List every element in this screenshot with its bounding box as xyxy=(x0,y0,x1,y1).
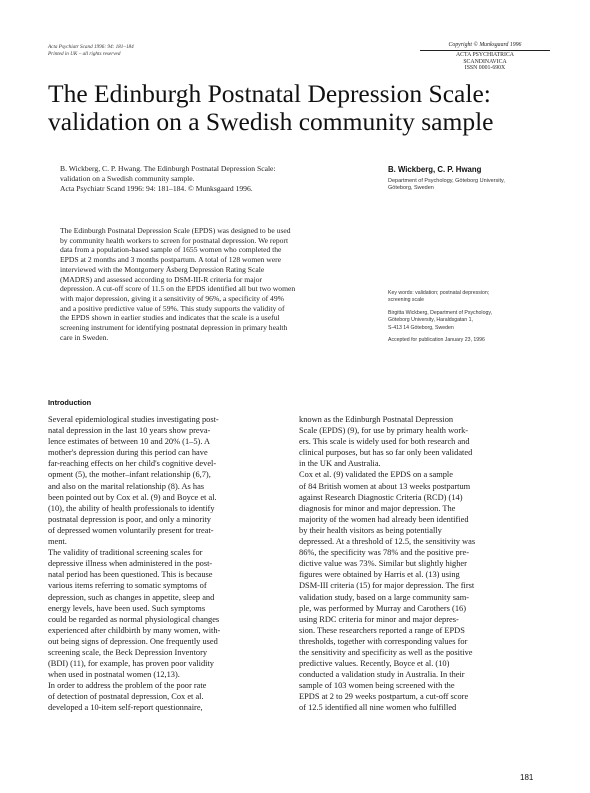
abstract xyxy=(60,226,376,342)
keywords-line-2: screening scale xyxy=(388,297,425,304)
body-line: developed a 10-item self-report questionnaire, xyxy=(48,703,203,713)
body-line: validation study, based on a large community sam- xyxy=(299,592,470,602)
body-line: against Research Diagnostic Criteria (RCD) (14) xyxy=(299,492,463,502)
abstract-line: with major depression, giving it a sensitivity of 96%, a specificity of 49% xyxy=(60,293,284,303)
issn-line: ISSN 0001-690X xyxy=(464,65,506,72)
body-line: far-reaching effects on her child's cognitive devel- xyxy=(48,459,217,469)
affiliation-line-2: Göteborg, Sweden xyxy=(388,185,434,192)
keywords-line-1: Key words: validation; postnatal depression; xyxy=(388,290,490,296)
body-line: EPDS at 2 to 29 weeks postpartum, a cut-off score xyxy=(299,692,469,702)
abstract-line: by community health workers to screen for postnatal depression. We report xyxy=(60,235,289,245)
body-line: ment. xyxy=(48,537,67,547)
article-title xyxy=(48,80,548,136)
correspondence-line-2: Göteborg University, Haraldsgatan 1, xyxy=(388,317,473,324)
body-line: natal period has been questioned. This is because xyxy=(48,570,213,580)
body-line: of depressed women voluntarily present for treat- xyxy=(48,525,214,535)
page-number: 181 xyxy=(520,773,534,782)
body-line: using RDC criteria for minor and major depres- xyxy=(299,614,459,624)
body-line: postnatal depression is poor, and only a minority xyxy=(48,514,211,524)
body-line: the sensitivity and specificity as well as the positive xyxy=(299,647,473,657)
journal-header-left xyxy=(48,44,248,58)
body-line: various items referring to somatic symptoms of xyxy=(48,581,207,591)
body-line: experienced after childbirth by many women, with- xyxy=(48,625,221,635)
body-line: depressed. At a threshold of 12.5, the sensitivity was xyxy=(299,537,476,547)
body-line: (BDI) (11), for example, has proven poor validity xyxy=(48,659,214,669)
header-rule xyxy=(420,50,550,51)
journal-citation-line: Acta Psychiatr Scand 1996: 94: 181–184 xyxy=(48,44,134,50)
abstract-line: screening instrument for identifying postnatal depression in primary health xyxy=(60,323,288,333)
side-notes xyxy=(388,290,548,344)
body-line: opment (5), the mother–infant relationship (6,7), xyxy=(48,470,211,480)
body-line: ple, was performed by Murray and Carothers (16) xyxy=(299,603,466,613)
abstract-line: care in Sweden. xyxy=(60,332,109,342)
author-names: B. Wickberg, C. P. Hwang xyxy=(388,165,482,174)
correspondence-line-3: S-413 14 Göteborg, Sweden xyxy=(388,324,454,331)
affiliation-line-1: Department of Psychology, Göteborg University, xyxy=(388,178,505,184)
citation-line-3: Acta Psychiatr Scand 1996: 94: 181–184. © Munksgaard 1996. xyxy=(60,184,253,193)
title-line-1: The Edinburgh Postnatal Depression Scale: xyxy=(48,79,491,108)
body-line: could be regarded as normal physiological changes xyxy=(48,614,220,624)
body-line: depression, such as changes in appetite, sleep and xyxy=(48,592,215,602)
body-line: Cox et al. (9) validated the EPDS on a sample xyxy=(299,470,453,480)
abstract-line: interviewed with the Montgomery Åsberg Depression Rating Scale xyxy=(60,264,265,274)
journal-name-line-1: ACTA PSYCHIATRICA xyxy=(456,51,514,58)
body-line: of detection of postnatal depression, Cox et al. xyxy=(48,692,204,702)
body-line: when used in postnatal women (12,13). xyxy=(48,670,180,680)
abstract-line: The Edinburgh Postnatal Depression Scale (EPDS) was designed to be used xyxy=(60,226,291,235)
body-line: In order to address the problem of the poor rate xyxy=(48,681,207,691)
body-line: sample of 103 women being screened with the xyxy=(299,681,455,691)
body-line: lence estimates of between 10 and 20% (1–5). A xyxy=(48,437,211,447)
body-line: sion. These researchers reported a range of EPDS xyxy=(299,625,465,635)
body-line: Several epidemiological studies investigating post- xyxy=(48,415,219,424)
body-line: depressive illness when administered in the post- xyxy=(48,559,213,569)
body-line: out being signs of depression. One frequently used xyxy=(48,636,218,646)
citation-line-2: validation on a Swedish community sample. xyxy=(60,174,195,183)
body-line: mother's depression during this period can have xyxy=(48,448,208,458)
citation-block xyxy=(60,164,360,194)
journal-name-line-2: SCANDINAVICA xyxy=(463,58,507,65)
body-line: (10), the ability of health professionals to identify xyxy=(48,503,215,513)
journal-rights-line: Printed in UK – all rights reserved xyxy=(48,51,121,57)
body-line: dictive value was 73%. Similar but slightly higher xyxy=(299,559,467,569)
body-line: Scale (EPDS) (9), for use by primary health work- xyxy=(299,426,469,436)
copyright-line: Copyright © Munksgaard 1996 xyxy=(448,42,522,48)
body-line: ers. This scale is widely used for both research and xyxy=(299,437,470,447)
body-column-left xyxy=(48,414,290,714)
body-line: 86%, the specificity was 78% and the positive pre- xyxy=(299,548,470,558)
abstract-line: the EPDS shown in earlier studies and indicates that the scale is a useful xyxy=(60,313,280,323)
body-line: natal depression in the last 10 years show preva- xyxy=(48,426,211,436)
body-line: of 12.5 identified all nine women who fulfilled xyxy=(299,703,457,713)
abstract-line: EPDS at 2 months and 3 months postpartum. A total of 128 women were xyxy=(60,255,282,265)
body-line: majority of the women had already been identified xyxy=(299,514,469,524)
section-heading-introduction: Introduction xyxy=(48,398,92,407)
body-line: DSM-III criteria (15) for major depression. The first xyxy=(299,581,475,591)
title-line-2: validation on a Swedish community sample xyxy=(48,107,494,136)
abstract-line: depression. A cut-off score of 11.5 on the EPDS identified all but two women xyxy=(60,284,296,294)
body-line: of 84 British women at about 13 weeks postpartum xyxy=(299,481,471,491)
journal-header-right xyxy=(420,42,550,72)
body-column-right xyxy=(299,414,541,714)
abstract-line: data from a population-based sample of 1655 women who completed the xyxy=(60,245,282,255)
body-line: The validity of traditional screening scales for xyxy=(48,548,203,558)
body-line: in the UK and Australia. xyxy=(299,459,381,469)
body-line: and also on the marital relationship (8). As has xyxy=(48,481,205,491)
body-line: diagnosis for minor and major depression. The xyxy=(299,503,456,513)
abstract-line: and a positive predictive value of 59%. This study supports the validity of xyxy=(60,303,285,313)
correspondence-line-1: Birgitta Wickberg, Department of Psychology, xyxy=(388,309,492,316)
body-line: known as the Edinburgh Postnatal Depression xyxy=(299,415,454,424)
body-line: been pointed out by Cox et al. (9) and Boyce et al. xyxy=(48,492,217,502)
body-line: by their health visitors as being potentially xyxy=(299,525,442,535)
abstract-line: (MADRS) and assessed according to DSM-III-R criteria for major xyxy=(60,274,263,284)
body-line: figures were obtained by Harris et al. (13) using xyxy=(299,570,460,580)
accepted-line: Accepted for publication January 23, 1996 xyxy=(388,337,485,344)
body-line: screening scale, the Beck Depression Inventory xyxy=(48,647,208,657)
body-line: predictive values. Recently, Boyce et al. (10) xyxy=(299,659,450,669)
citation-line-1: B. Wickberg, C. P. Hwang. The Edinburgh Postnatal Depression Scale: xyxy=(60,164,276,173)
body-line: conducted a validation study in Australia. In their xyxy=(299,670,465,680)
body-line: thresholds, together with corresponding values for xyxy=(299,636,468,646)
body-line: energy levels, have been used. Such symptoms xyxy=(48,603,206,613)
author-affiliation xyxy=(388,178,548,193)
body-line: clinical purposes, but has so far only been validated xyxy=(299,448,473,458)
